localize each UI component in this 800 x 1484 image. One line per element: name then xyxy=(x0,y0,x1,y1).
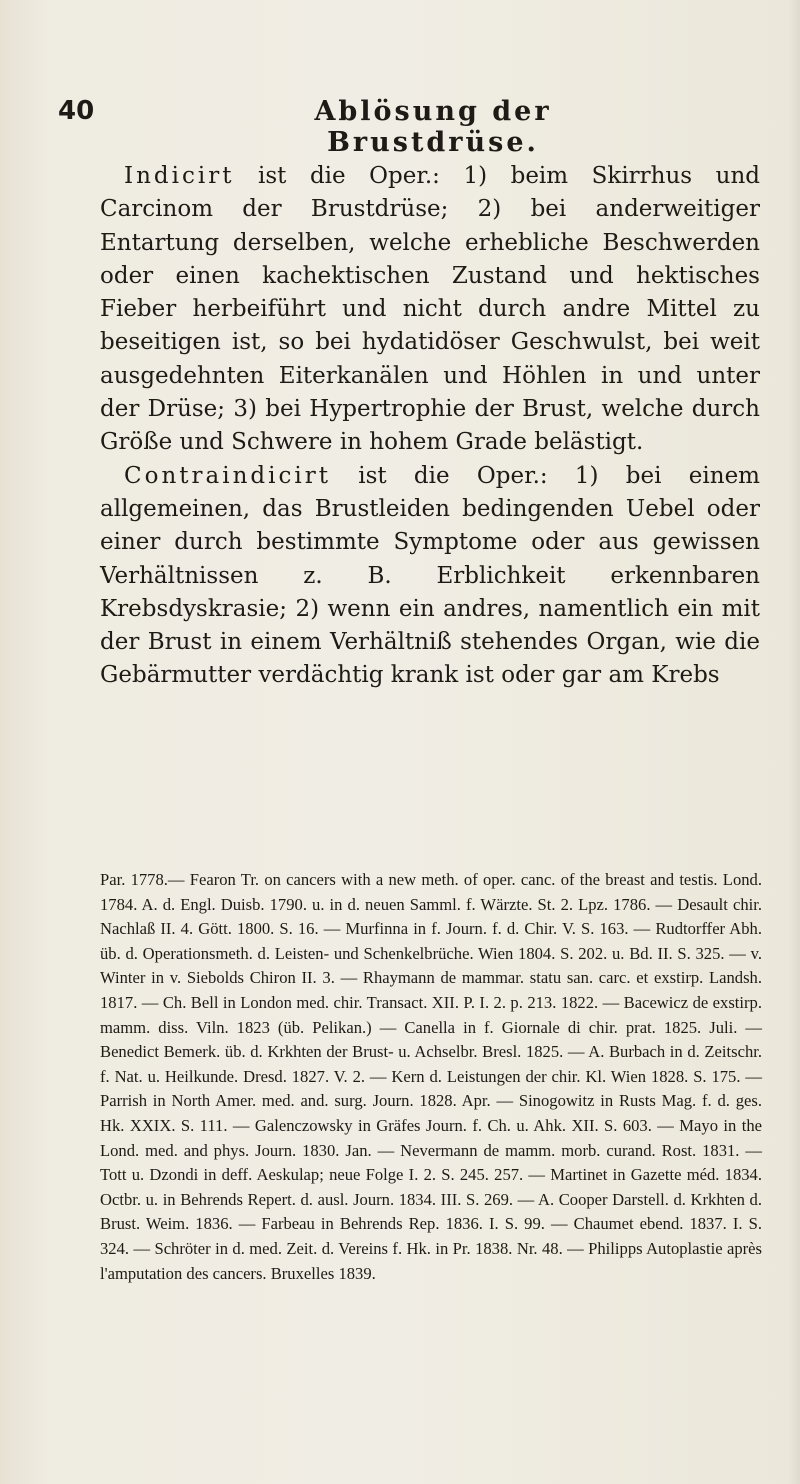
page-edge-shadow xyxy=(788,0,800,1484)
indication-body: ist die Oper.: 1) beim Skirrhus und Carcinom der Brustdrüse; 2) bei anderweitiger Entartung derselben, welche erhebliche Beschwerden oder einen kachektischen Zustand und hektisches Fieber herbeiführt und nicht durch andre Mittel zu beseitigen ist, so bei hydatidöser Geschwulst, bei weit ausgedehnten Eiterkanälen und Höhlen in und unter der Drüse; 3) bei Hypertrophie der Brust, welche durch Größe und Schwere in hohem Grade belästigt. xyxy=(100,163,760,456)
page-number: 40 xyxy=(58,96,95,126)
main-text xyxy=(100,160,760,693)
indication-label: Indicirt xyxy=(124,163,235,189)
contraindication-paragraph xyxy=(100,460,760,693)
footnote-text: Par. 1778.— Fearon Tr. on cancers with a new meth. of oper. canc. of the breast and testis. Lond. 1784. A. d. Engl. Duisb. 1790. u. in d. neuen Samml. f. Wärzte. St. 2. Lpz. 1786. — Desault chir. Nachlaß II. 4. Gött. 1800. S. 16. — Murfinna in f. Journ. f. d. Chir. V. S. 163. — Rudtorffer Abh. üb. d. Operationsmeth. d. Leisten- und Schenkelbrüche. Wien 1804. S. 202. u. Bd. II. S. 325. — v. Winter in v. Siebolds Chiron II. 3. — Rhaymann de mammar. statu san. carc. et exstirp. Landsh. 1817. — Ch. Bell in London med. chir. Transact. XII. P. I. 2. p. 213. 1822. — Bacewicz de exstirp. mamm. diss. Viln. 1823 (üb. Pelikan.) — Canella in f. Giornale di chir. prat. 1825. Juli. — Benedict Bemerk. üb. d. Krkhten der Brust- u. Achselbr. Bresl. 1825. — A. Burbach in d. Zeitschr. f. Nat. u. Heilkunde. Dresd. 1827. V. 2. — Kern d. Leistungen der chir. Kl. Wien 1828. S. 175. — Parrish in North Amer. med. and. surg. Journ. 1828. Apr. — Sinogowitz in Rusts Mag. f. d. ges. Hk. XXIX. S. 111. — Galenczowsky in Gräfes Journ. f. Ch. u. Ahk. XII. S. 603. — Mayo in the Lond. med. and phys. Journ. 1830. Jan. — Nevermann de mamm. morb. curand. Rost. 1831. — Tott u. Dzondi in deff. Aeskulap; neue Folge I. 2. S. 245. 257. — Martinet in Gazette méd. 1834. Octbr. u. in Behrends Repert. d. ausl. Journ. 1834. III. S. 269. — A. Cooper Darstell. d. Krkhten d. Brust. Weim. 1836. — Farbeau in Behrends Rep. 1836. I. S. 99. — Chaumet ebend. 1837. I. S. 324. — Schröter in d. med. Zeit. d. Vereins f. Hk. in Pr. 1838. Nr. 48. — Philipps Autoplastie après l'amputation des cancers. Bruxelles 1839. xyxy=(100,870,762,1283)
page-header xyxy=(58,96,758,158)
contraindication-body: ist die Oper.: 1) bei einem allgemeinen, das Brustleiden bedingenden Uebel oder einer durch bestimmte Symptome oder aus gewissen Verhältnissen z. B. Erblichkeit erkennbaren Krebsdyskrasie; 2) wenn ein andres, namentlich ein mit der Brust in einem Verhältniß stehendes Organ, wie die Gebärmutter verdächtig krank ist oder gar am Krebs xyxy=(100,462,760,689)
contraindication-label: Contraindicirt xyxy=(124,462,331,489)
footnotes xyxy=(100,868,762,1286)
indication-paragraph xyxy=(100,160,760,460)
running-head: Ablösung der Brustdrüse. xyxy=(314,96,552,158)
